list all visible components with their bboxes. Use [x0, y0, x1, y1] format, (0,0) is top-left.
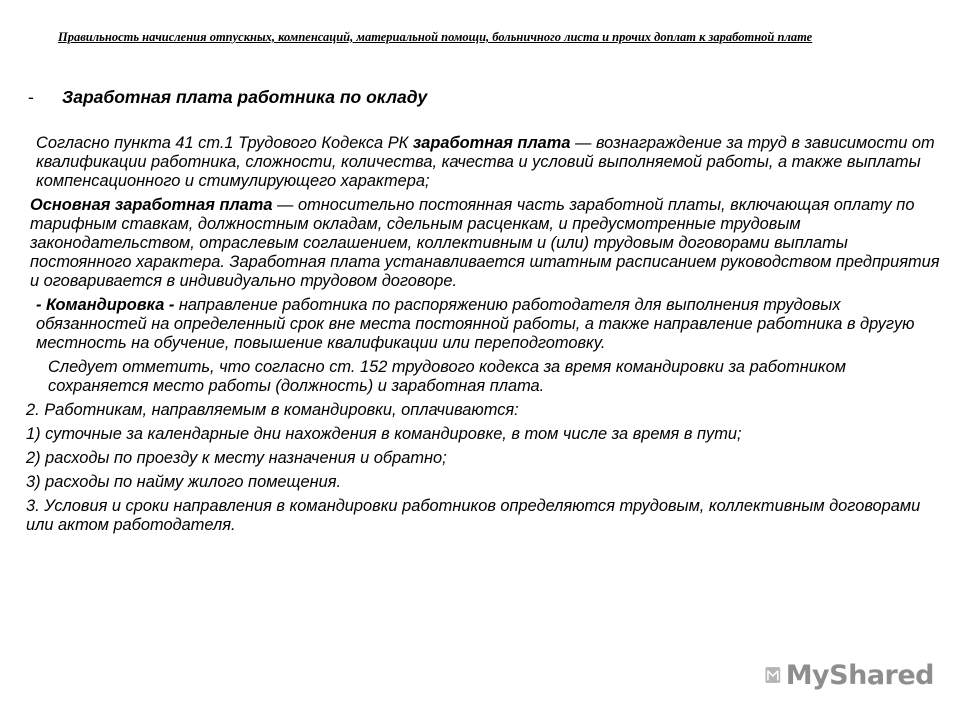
p1-pre: Согласно пункта 41 ст.1 Трудового Кодекса РК [36, 134, 413, 152]
paragraph-salary-definition [26, 134, 946, 191]
p2-term: Основная заработная плата [30, 196, 273, 214]
paragraph-note: Следует отметить, что согласно ст. 152 трудового кодекса за время командировки за работником сохраняется место работы (должность) и заработная плата. [48, 358, 847, 395]
paragraph-item-3: 3. Условия и сроки направления в командировки работников определяются трудовым, коллективным договорами или актом работодателя. [26, 497, 921, 534]
p2-post: — относительно постоянная часть заработной платы, включающая оплату по тарифным ставкам, должностным окладам, сдельным расценкам, и предусмотренные трудовым законодательством, отраслевым соглашением, коллективным и (или) трудовым договорами выплаты постоянного характера. Заработная плата устанавливается штатным расписанием руководством предприятия и оговаривается в индивидуально трудовом договоре. [30, 196, 940, 290]
watermark-text: MyShared [785, 659, 934, 691]
paragraph-subitem-2: 2) расходы по проезду к месту назначения и обратно; [26, 449, 447, 467]
myshared-watermark [764, 654, 934, 696]
subheading-dash: - [28, 87, 34, 107]
paragraph-business-trip [26, 296, 946, 353]
paragraph-base-salary [26, 196, 946, 291]
section-subheading [28, 86, 427, 108]
myshared-logo-icon [764, 656, 782, 694]
page-header-title: Правильность начисления отпускных, компенсаций, материальной помощи, больничного листа и прочих доплат к заработной плате [58, 30, 813, 44]
p3-term: - Командировка - [36, 296, 175, 314]
paragraph-subitem-3: 3) расходы по найму жилого помещения. [26, 473, 342, 491]
p1-term: заработная плата [412, 134, 571, 152]
subheading-text: Заработная плата работника по окладу [62, 87, 428, 107]
paragraph-item-2: 2. Работникам, направляемым в командировки, оплачиваются: [26, 401, 519, 419]
p1-post: — вознаграждение за труд в зависимости от квалификации работника, сложности, количества, качества и условий выполняемой работы, а также выплаты компенсационного и стимулирующего характера; [36, 134, 935, 190]
document-body [26, 134, 946, 535]
paragraph-subitem-1: 1) суточные за календарные дни нахождения в командировке, в том числе за время в пути; [26, 425, 742, 443]
p3-post: направление работника по распоряжению работодателя для выполнения трудовых обязанностей на определенный срок вне места постоянной работы, а также направление работника в другую местность на обучение, повышение квалификации или переподготовку. [36, 296, 915, 352]
